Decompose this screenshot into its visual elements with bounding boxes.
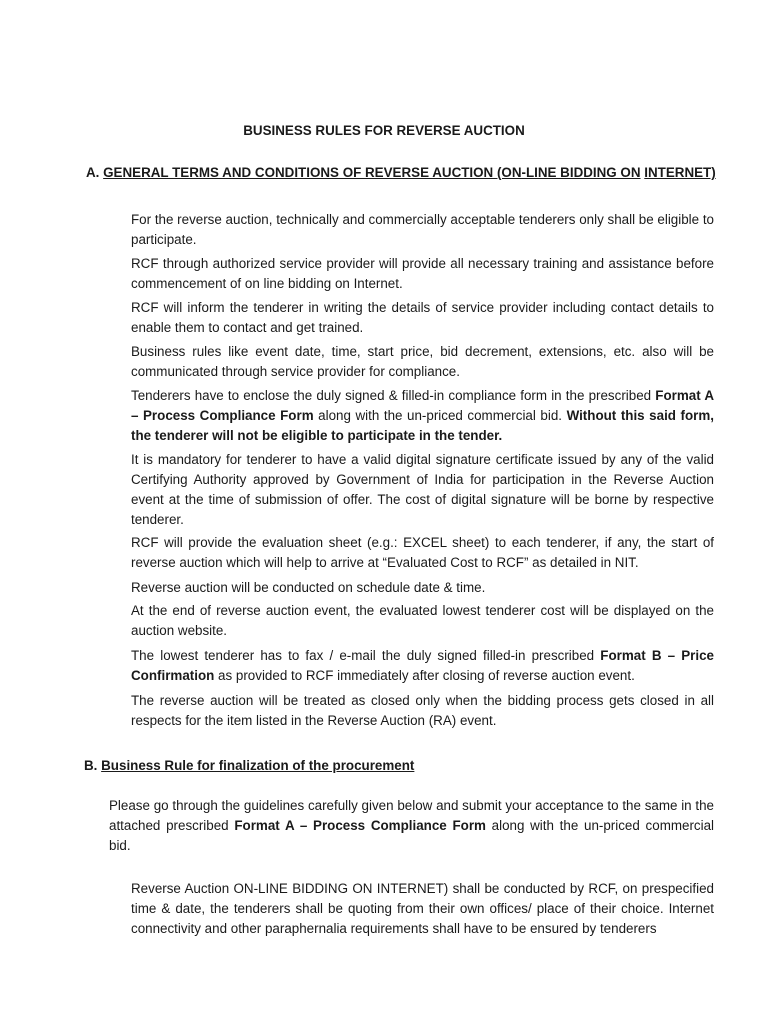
paragraph-a5-bold1: Format A – Process Compliance Form [131, 388, 714, 423]
document-title: BUSINESS RULES FOR REVERSE AUCTION [243, 123, 525, 138]
section-a-heading-part1: GENERAL TERMS AND CONDITIONS OF REVERSE AUCTION (ON-LINE BIDDING ON [103, 165, 641, 180]
section-b-intro-bold1: Format A – Process Compliance Form [234, 818, 486, 833]
section-a-label: A. [86, 165, 100, 180]
section-b-intro [109, 796, 714, 856]
section-b-intro-text1: Please go through the guidelines carefully given below and submit your acceptance to the same in the attached prescribed [109, 798, 714, 833]
paragraph-a9: At the end of reverse auction event, the evaluated lowest tenderer cost will be displayed on the auction website. [131, 603, 714, 638]
paragraph-a6: It is mandatory for tenderer to have a valid digital signature certificate issued by any of the valid Certifying Authority approved by Government of India for participation in the Reverse Auction event at the time of submission of offer. The cost of digital signature will be borne by respective tenderer. [131, 452, 714, 527]
paragraph-a10 [131, 646, 714, 686]
paragraph-a5-text1: Tenderers have to enclose the duly signed & filled-in compliance form in the prescribed [131, 388, 656, 403]
paragraph-a2: RCF through authorized service provider will provide all necessary training and assistance before commencement of on line bidding on Internet. [131, 256, 714, 291]
section-b-heading [84, 756, 414, 776]
section-a-heading [86, 163, 716, 183]
section-b-heading-text: Business Rule for finalization of the procurement [101, 758, 415, 773]
paragraph-a11: The reverse auction will be treated as closed only when the bidding process gets closed in all respects for the item listed in the Reverse Auction (RA) event. [131, 693, 714, 728]
paragraph-a10-text1: The lowest tenderer has to fax / e-mail the duly signed filled-in prescribed [131, 648, 601, 663]
paragraph-a5-text2: along with the un-priced commercial bid. [313, 408, 567, 423]
paragraph-a10-bold1: Format B – Price Confirmation [131, 648, 714, 683]
paragraph-a1: For the reverse auction, technically and commercially acceptable tenderers only shall be eligible to participate. [131, 212, 714, 247]
paragraph-a3: RCF will inform the tenderer in writing the details of service provider including contact details to enable them to contact and get trained. [131, 300, 714, 335]
section-b-paragraph-1: Reverse Auction ON-LINE BIDDING ON INTERNET) shall be conducted by RCF, on prespecified time & date, the tenderers shall be quoting from their own offices/ place of their choice. Internet connectivity and other paraphernalia requirements shall have to be ensured by tenderers [131, 881, 714, 936]
section-a-heading-part2: INTERNET) [644, 165, 716, 180]
paragraph-a4: Business rules like event date, time, start price, bid decrement, extensions, etc. also will be communicated through service provider for compliance. [131, 344, 714, 379]
paragraph-a10-text2: as provided to RCF immediately after closing of reverse auction event. [214, 668, 635, 683]
paragraph-a7: RCF will provide the evaluation sheet (e.g.: EXCEL sheet) to each tenderer, if any, the start of reverse auction which will help to arrive at “Evaluated Cost to RCF” as detailed in NIT. [131, 535, 714, 570]
paragraph-a5-bold2: Without this said form, the tenderer will not be eligible to participate in the tender. [131, 408, 715, 443]
paragraph-a5 [131, 386, 714, 446]
section-b-intro-text2: along with the un-priced commercial bid. [109, 818, 714, 853]
section-b-label: B. [84, 758, 98, 773]
paragraph-a8: Reverse auction will be conducted on schedule date & time. [131, 580, 486, 595]
